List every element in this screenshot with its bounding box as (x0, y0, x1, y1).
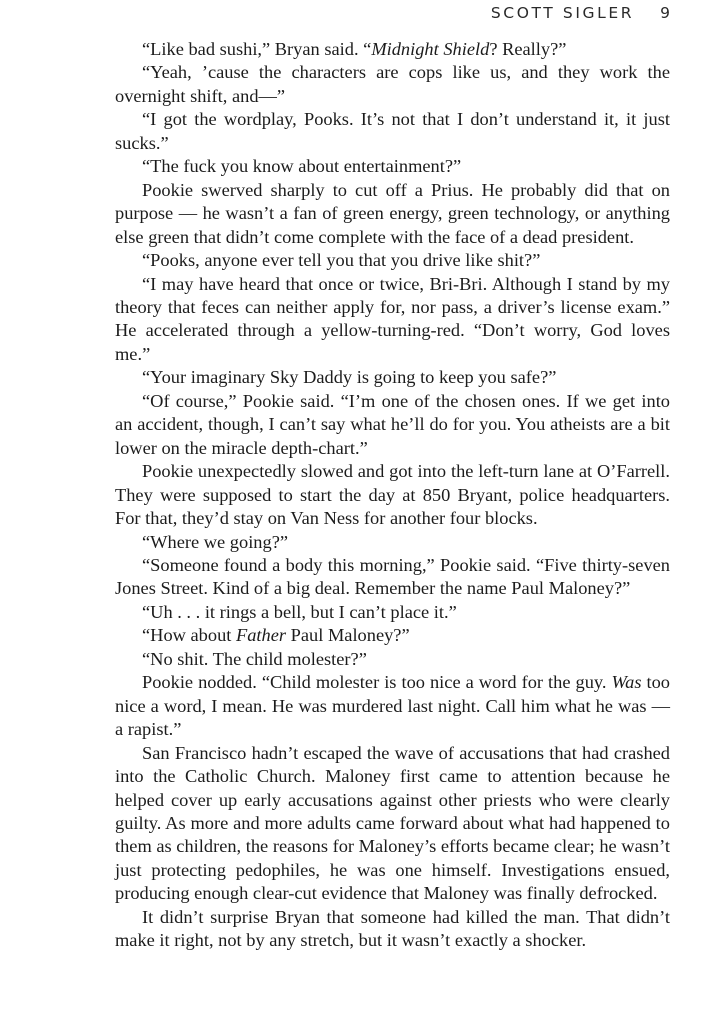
paragraph-text: ? Really?” (489, 39, 567, 59)
paragraph (115, 531, 670, 554)
paragraph (115, 155, 670, 178)
paragraph-text: It didn’t surprise Bryan that someone had killed the man. That didn’t make it right, not by any stretch, but it wasn’t exactly a shocker. (115, 906, 670, 951)
paragraph-text: “How about (142, 625, 236, 646)
paragraph-text: “Like bad sushi,” Bryan said. “ (142, 39, 372, 59)
paragraph-text: too nice a word, I mean. He was murdered last night. Call him what he was — a rapist.” (115, 672, 670, 740)
running-header-author: SCOTT SIGLER (490, 4, 635, 22)
paragraph (115, 249, 670, 272)
paragraph-text: San Francisco hadn’t escaped the wave of accusations that had crashed into the Catholic Church. Maloney first came to attention because he helped cover up early accusations against other priests who were clearly guilty. As more and more adults came forward about what had happened to them as children, the reasons for Maloney’s efforts became clear; he wasn’t just protecting pedophiles, he was one himself. Investigations ensued, producing enough clear-cut evidence that Maloney was finally defrocked. (115, 742, 670, 904)
paragraph (115, 179, 670, 249)
paragraph (115, 460, 670, 530)
paragraph (115, 624, 670, 647)
paragraph (115, 61, 670, 108)
paragraph-text: “Someone found a body this morning,” Pookie said. “Five thirty-seven Jones Street. Kind of a big deal. Remember the name Paul Maloney?” (115, 554, 670, 599)
paragraph-text: Pookie swerved sharply to cut off a Prius. He probably did that on purpose — he wasn’t a fan of green energy, green technology, or anything else green that didn’t come complete with the face of a dead president. (115, 179, 670, 247)
paragraph (115, 601, 670, 624)
paragraph-text: “The fuck you know about entertainment?” (142, 156, 462, 177)
paragraph (115, 742, 670, 906)
italic-text: Midnight Shield (371, 39, 490, 59)
paragraph-text: “Yeah, ’cause the characters are cops like us, and they work the overnight shift, and—” (115, 62, 670, 106)
paragraph-text: Paul Maloney?” (286, 625, 410, 646)
paragraph-text: Pookie nodded. “Child molester is too nice a word for the guy. (142, 672, 612, 693)
paragraph-text: “I may have heard that once or twice, Bri-Bri. Although I stand by my theory that feces can neither apply for, nor pass, a driver’s license exam.” He accelerated through a yellow-turning-red. “Don’t worry, God loves me.” (115, 273, 670, 364)
paragraph-text: “Pooks, anyone ever tell you that you drive like shit?” (142, 250, 541, 271)
italic-text: Father (235, 625, 287, 646)
paragraph (115, 906, 670, 953)
paragraph (115, 38, 670, 61)
paragraph-text: “Uh . . . it rings a bell, but I can’t place it.” (142, 601, 457, 622)
paragraph-text: “Of course,” Pookie said. “I’m one of the chosen ones. If we get into an accident, though, I can’t say what he’ll do for you. You atheists are a bit lower on the miracle depth-chart.” (115, 390, 670, 458)
italic-text: Was (611, 672, 642, 693)
paragraph-text: Pookie unexpectedly slowed and got into the left-turn lane at O’Farrell. They were supposed to start the day at 850 Bryant, police headquarters. For that, they’d stay on Van Ness for another four blocks. (115, 461, 670, 529)
running-header (491, 4, 670, 22)
paragraph-text: “Your imaginary Sky Daddy is going to keep you safe?” (142, 367, 557, 388)
paragraph-text: “Where we going?” (142, 531, 289, 552)
paragraph (115, 554, 670, 601)
paragraph (115, 273, 670, 367)
paragraph (115, 390, 670, 460)
body-text (115, 38, 670, 953)
paragraph (115, 108, 670, 155)
paragraph-text: “I got the wordplay, Pooks. It’s not that I don’t understand it, it just sucks.” (115, 109, 670, 153)
page-number: 9 (660, 4, 670, 22)
paragraph-text: “No shit. The child molester?” (142, 648, 367, 669)
paragraph (115, 366, 670, 389)
paragraph (115, 648, 670, 671)
paragraph (115, 671, 670, 741)
